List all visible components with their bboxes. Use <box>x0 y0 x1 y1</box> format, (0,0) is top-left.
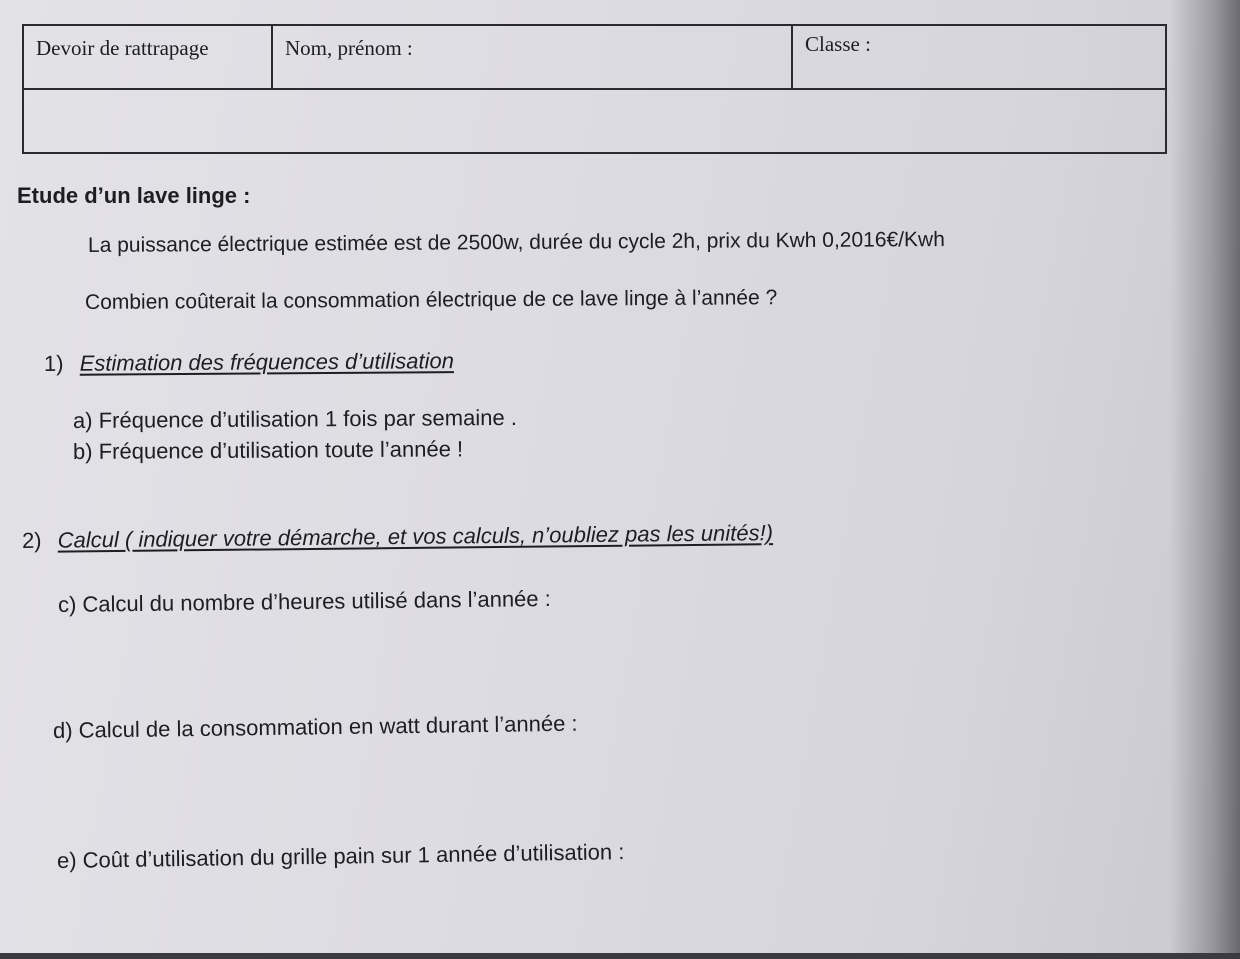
part1-item-a: a) Fréquence d’utilisation 1 fois par semaine . <box>72 404 517 433</box>
part2-item-c: c) Calcul du nombre d’heures utilisé dans l’année : <box>57 585 551 617</box>
part2-heading: Calcul ( indiquer votre démarche, et vos calculs, n’oubliez pas les unités!) <box>57 520 774 553</box>
part2-heading-line <box>22 520 773 554</box>
intro-question: Combien coûterait la consommation électrique de ce lave linge à l’année ? <box>84 286 778 314</box>
header-blank-row <box>24 88 1165 152</box>
part1-item-b: b) Fréquence d’utilisation toute l’année ! <box>72 436 464 464</box>
section-title: Etude d’un lave linge : <box>17 183 251 208</box>
part2-number: 2) <box>21 527 42 553</box>
page-shadow <box>1170 0 1240 959</box>
part1-heading: Estimation des fréquences d’utilisation <box>79 348 454 376</box>
part2-item-e: e) Coût d’utilisation du grille pain sur 1 année d’utilisation : <box>56 839 625 873</box>
header-row <box>24 26 1165 90</box>
header-table <box>22 24 1167 154</box>
part1-heading-line <box>44 348 454 377</box>
part2-item-d: d) Calcul de la consommation en watt durant l’année : <box>52 710 578 743</box>
name-field[interactable]: Nom, prénom : <box>273 26 793 88</box>
intro-power: La puissance électrique estimée est de 2500w, durée du cycle 2h, prix du Kwh 0,2016€/Kwh <box>87 228 945 257</box>
part1-number: 1) <box>43 350 64 376</box>
class-field[interactable]: Classe : <box>805 32 871 56</box>
bottom-edge <box>0 953 1240 959</box>
assignment-title: Devoir de rattrapage <box>24 26 273 88</box>
